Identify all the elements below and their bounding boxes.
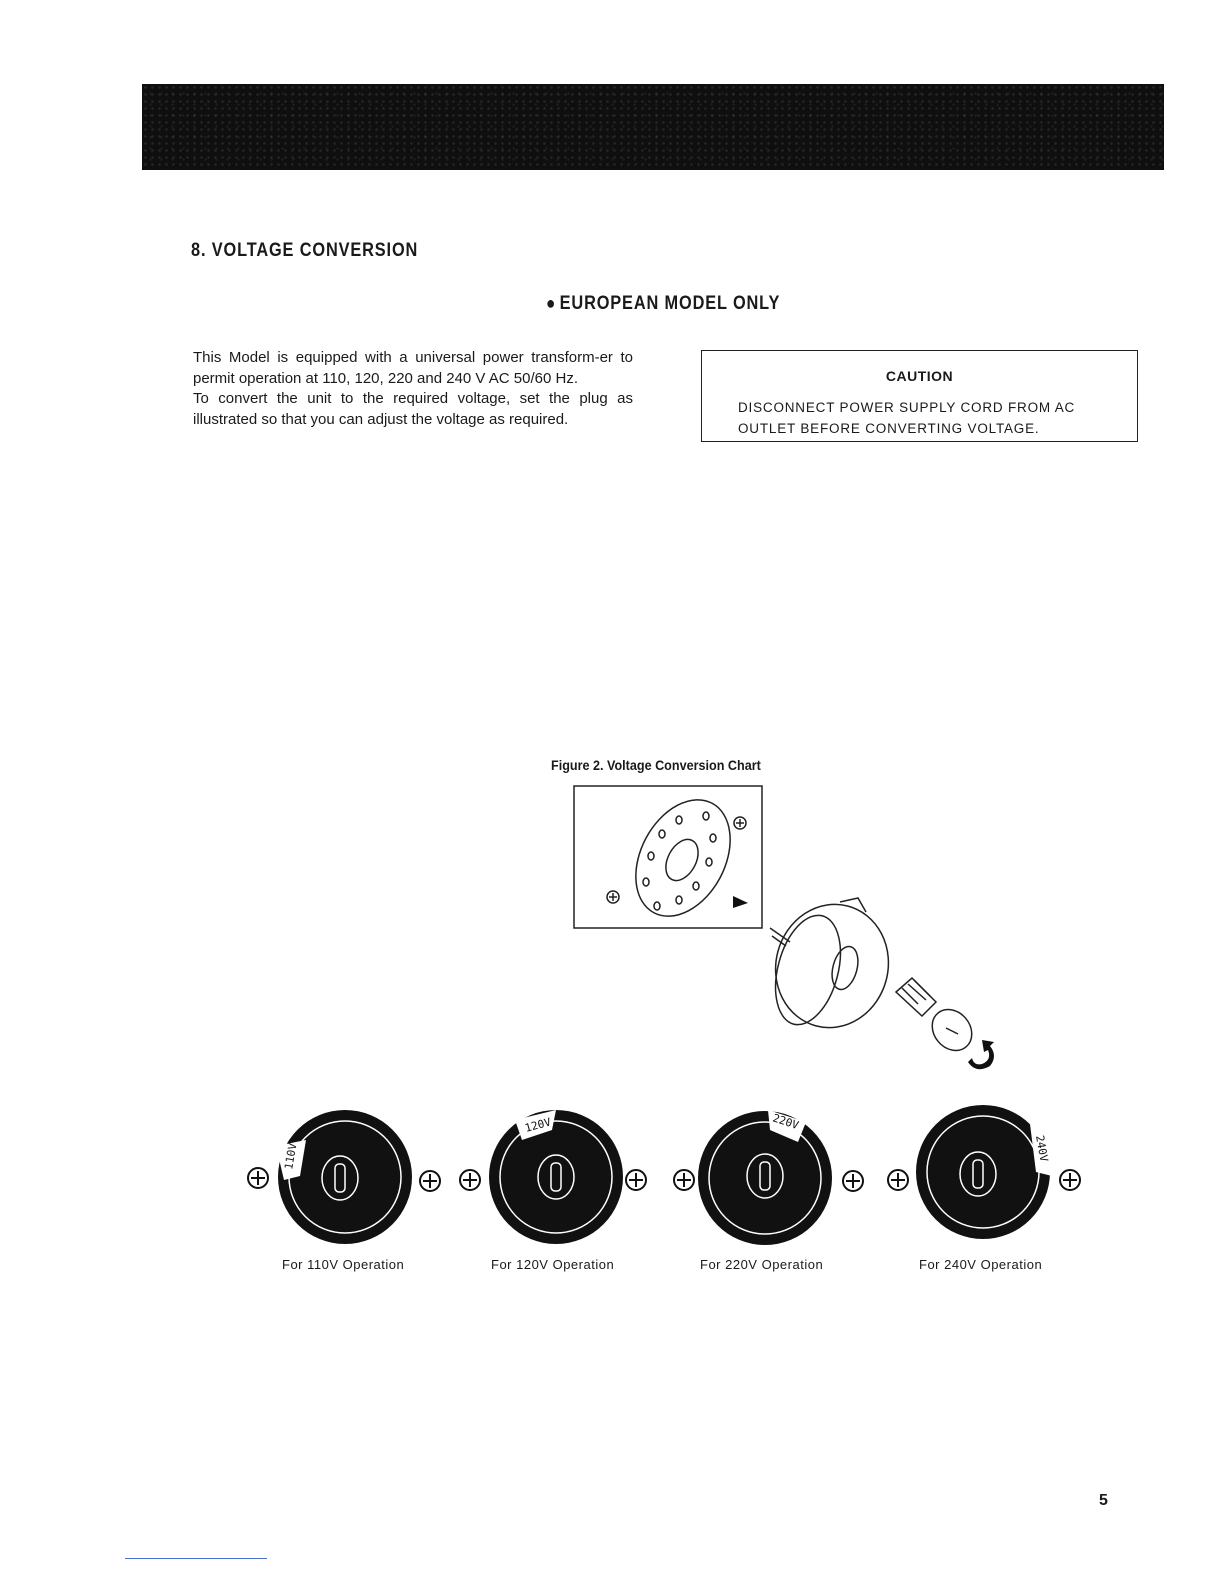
rotate-arrow-icon — [968, 1040, 994, 1069]
dial-label-120v: For 120V Operation — [491, 1257, 615, 1272]
caution-title: CAUTION — [885, 368, 954, 384]
dial-label-240v: For 240V Operation — [919, 1257, 1043, 1272]
dial-marking-240v: 240V — [1033, 1134, 1051, 1163]
intro-paragraph-1: This Model is equipped with a universal power transform-er to permit operation at 110, 120, 220 and 240 V AC 50/60 Hz. — [193, 349, 633, 387]
figure-caption: Figure 2. Voltage Conversion Chart — [551, 757, 761, 773]
dial-240v — [916, 1105, 1052, 1239]
footer-rule — [125, 1558, 267, 1559]
dial-110v — [276, 1110, 412, 1244]
dial-marking-120v: 120V — [523, 1115, 553, 1135]
dial-label-110v: For 110V Operation — [282, 1257, 405, 1272]
bullet-icon: ● — [546, 293, 557, 313]
dial-marking-110v: 110V — [282, 1142, 300, 1171]
fuse-screw-drawing — [896, 978, 980, 1058]
dial-220v — [698, 1110, 832, 1245]
dial-label-220v: For 220V Operation — [700, 1257, 824, 1272]
caution-text: DISCONNECT POWER SUPPLY CORD FROM AC OUTLET BEFORE CONVERTING VOLTAGE. — [738, 400, 1076, 436]
intro-paragraph-2: To convert the unit to the required voltage, set the plug as illustrated so that you can adjust the voltage as required. — [193, 390, 633, 428]
selector-panel-drawing — [574, 784, 762, 933]
subtitle-text: EUROPEAN MODEL ONLY — [559, 293, 781, 314]
dial-marking-220v: 220V — [771, 1111, 801, 1133]
selector-plug-drawing — [762, 892, 902, 1041]
section-title: 8. VOLTAGE CONVERSION — [191, 240, 419, 261]
page-number: 5 — [1099, 1492, 1108, 1509]
arrow-icon — [733, 896, 748, 908]
dial-120v — [489, 1110, 623, 1244]
